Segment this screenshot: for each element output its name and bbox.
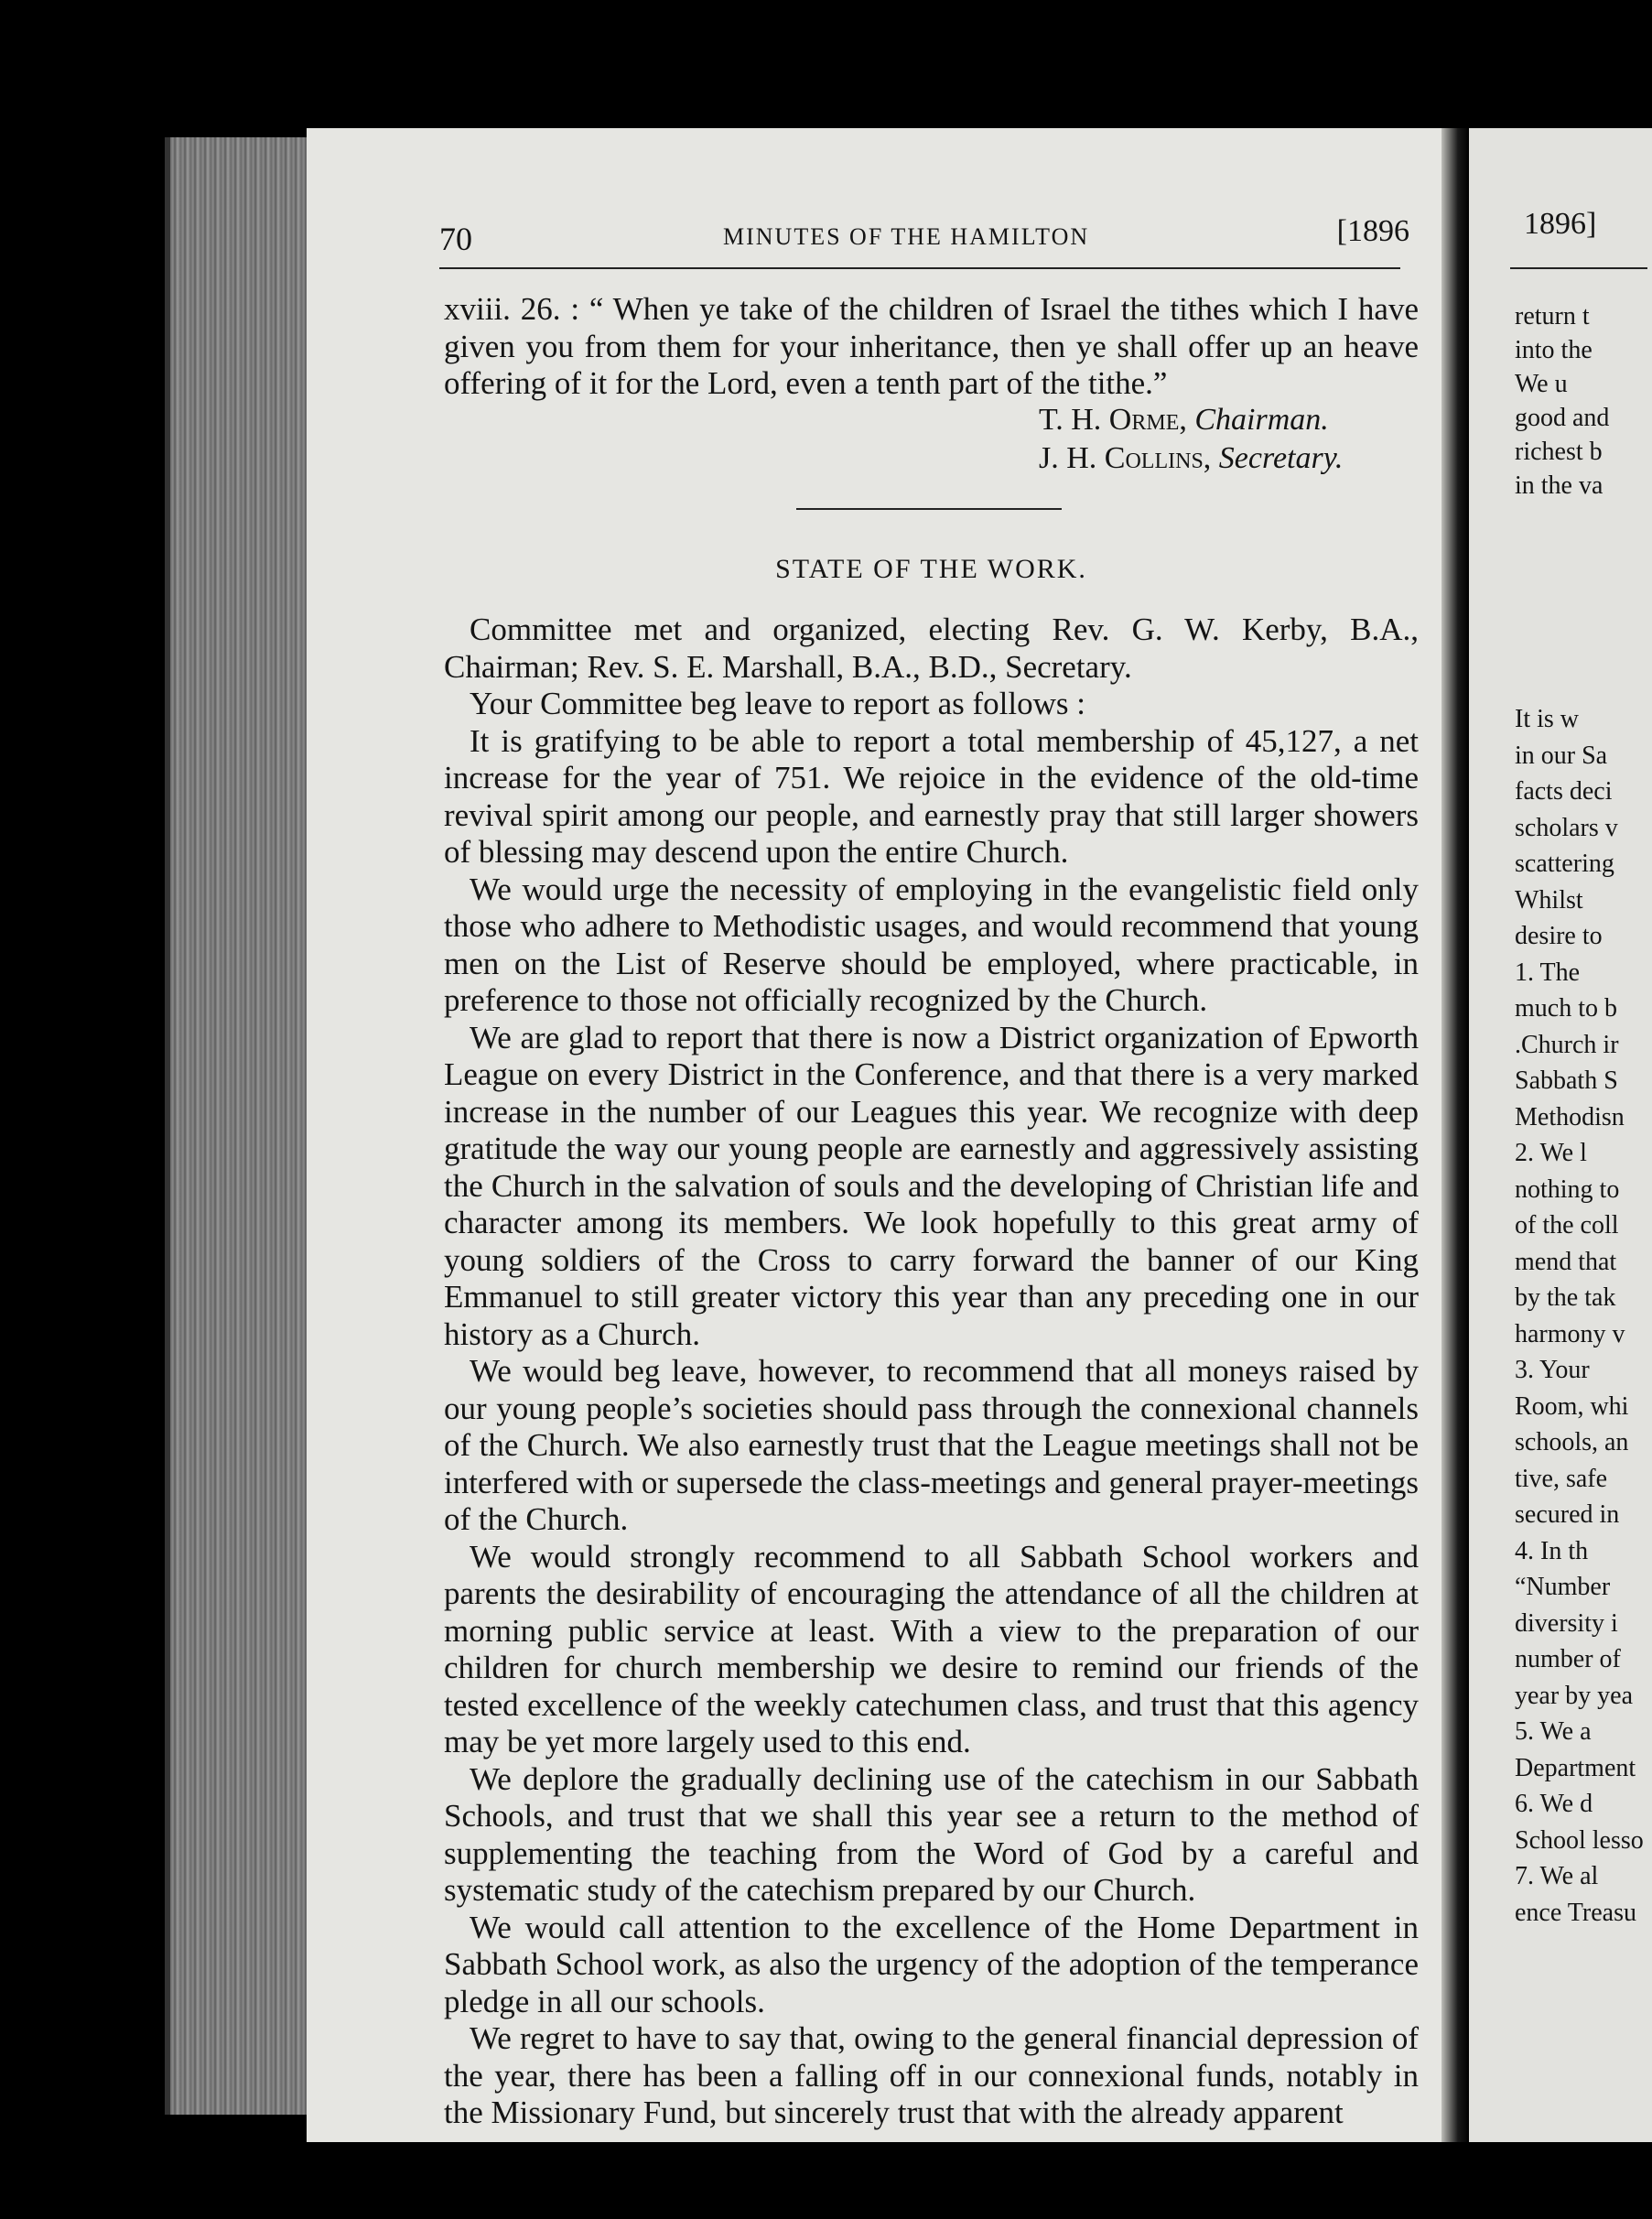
signature-name: T. H. Orme, [1039, 403, 1187, 437]
right-page-line: Sabbath S [1515, 1066, 1618, 1095]
right-page-line: 7. We al [1515, 1862, 1599, 1890]
paragraph: Committee met and organized, electing Rev. G. W. Kerby, B.A., Chairman; Rev. S. E. Marshall, B.A., B.D., Secretary. [444, 612, 1419, 685]
signature-name: J. H. Collins, [1039, 441, 1212, 475]
right-page-line: 4. In th [1515, 1536, 1589, 1565]
page-number: 70 [439, 221, 472, 257]
paragraph: We are glad to report that there is now a District organization of Epworth League on every District in the Conference, and that there is a very marked increase in the number of our Leagues this year. We recognize with deep gratitude the way our young people are earnestly and aggressively assisting the Church in the salvation of souls and the developing of Christian life and character among its members. We look hopefully to this great army of young soldiers of the Cross to carry forward the banner of our King Emmanuel to still greater victory this year than any preceding one in our history as a Church. [444, 1019, 1419, 1352]
right-page-line: scattering [1515, 850, 1614, 878]
signature-secretary [1039, 441, 1343, 476]
main-text [444, 612, 1419, 2132]
paragraph: We would beg leave, however, to recommend that all moneys raised by our young people’s societies should pass through the connexional channels of the Church. We also earnestly trust that the League meetings shall not be interfered with or supersede the class-meetings and general prayer-meetings of the Church. [444, 1353, 1419, 1537]
right-page-line: by the tak [1515, 1283, 1616, 1312]
right-page-line: Methodisn [1515, 1102, 1625, 1131]
right-page-line: desire to [1515, 922, 1603, 950]
right-page-line: number of [1515, 1645, 1621, 1673]
paragraph: We would call attention to the excellence of the Home Department in Sabbath School work, as also the urgency of the adoption of the temperance pledge in all our schools. [444, 1909, 1419, 2019]
right-page-line: Department [1515, 1753, 1636, 1782]
right-page-line: return t [1515, 302, 1590, 330]
right-page-line: ence Treasu [1515, 1898, 1636, 1927]
right-page-line: tive, safe [1515, 1464, 1608, 1493]
book-gutter [1441, 128, 1469, 2142]
right-page-line: into the [1515, 336, 1593, 364]
right-page-line: harmony v [1515, 1319, 1625, 1348]
right-header-rule [1510, 267, 1647, 269]
paragraph: We regret to have to say that, owing to the general financial depression of the year, there has been a falling off in our connexional funds, notably in the Missionary Fund, but sincerely trust that with the already apparent [444, 2020, 1419, 2130]
intro-paragraph [444, 291, 1419, 403]
right-page-line: good and [1515, 404, 1610, 432]
paragraph: We would urge the necessity of employing in the evangelistic field only those who adhere to Methodistic usages, and would recommend that young men on the List of Reserve should be employed, where practicable, in preference to those not officially recognized by the Church. [444, 871, 1419, 1018]
signature-chairman [1039, 403, 1329, 438]
right-page-line: schools, an [1515, 1428, 1629, 1456]
signature-role: Chairman. [1194, 403, 1329, 437]
right-page-line: 3. Your [1515, 1356, 1590, 1384]
section-separator [796, 508, 1062, 510]
right-page-line: Room, whi [1515, 1391, 1629, 1421]
header-year: [1896 [1336, 214, 1409, 248]
running-head: MINUTES OF THE HAMILTON [723, 223, 1090, 250]
right-page-line: “Number [1515, 1573, 1611, 1601]
intro-text: xviii. 26. : “ When ye take of the children of Israel the tithes which I have given you from them for your inheritance, then ye shall offer up an heave offering of it for the Lord, even a tenth part of the tithe.” [444, 291, 1419, 401]
section-title: STATE OF THE WORK. [775, 554, 1087, 584]
right-page-line: nothing to [1515, 1174, 1620, 1204]
right-page-line: 1. The [1515, 958, 1581, 987]
page-header [439, 214, 1428, 265]
header-rule [439, 267, 1400, 269]
right-page-line: We u [1515, 370, 1568, 398]
right-page-line: Whilst [1515, 885, 1583, 915]
right-page-line: diversity i [1515, 1608, 1618, 1638]
signature-role: Secretary. [1218, 441, 1344, 475]
book-page-edge [165, 137, 317, 2115]
right-page-line: facts deci [1515, 777, 1613, 806]
right-page-line: 2. We l [1515, 1139, 1587, 1167]
right-page-line: in our Sa [1515, 741, 1608, 770]
right-page-line: in the va [1515, 471, 1603, 500]
right-page-year: 1896] [1524, 207, 1597, 241]
right-page-line: 6. We d [1515, 1790, 1593, 1818]
paragraph: We deplore the gradually declining use of the catechism in our Sabbath Schools, and trust that we shall this year see a return to the method of supplementing the teaching from the Word of God by a careful and systematic study of the catechism prepared by our Church. [444, 1760, 1419, 1908]
right-page-line: It is w [1515, 705, 1579, 733]
paragraph: Your Committee beg leave to report as follows : [470, 686, 1085, 721]
right-page-line: of the coll [1515, 1211, 1619, 1239]
right-page-line: mend that [1515, 1247, 1617, 1276]
right-page-line: scholars v [1515, 813, 1618, 842]
paragraph: It is gratifying to be able to report a total membership of 45,127, a net increase for the year of 751. We rejoice in the evidence of the old-time revival spirit among our people, and earnestly pray that still larger showers of blessing may descend upon the entire Church. [444, 722, 1419, 870]
right-page-line: .Church ir [1515, 1030, 1619, 1059]
right-page-line: 5. We a [1515, 1717, 1592, 1746]
right-page-line: secured in [1515, 1500, 1620, 1529]
right-page-line: year by yea [1515, 1681, 1634, 1710]
paragraph: We would strongly recommend to all Sabbath School workers and parents the desirability of encouraging the attendance of all the children at morning public service at least. With a view to the preparation of our children for church membership we desire to remind our friends of the tested excellence of the weekly catechumen class, and trust that this agency may be yet more largely used to this end. [444, 1538, 1419, 1759]
right-page-line: School lesso [1515, 1825, 1644, 1855]
right-page-line: much to b [1515, 994, 1617, 1023]
right-page-line: richest b [1515, 438, 1603, 466]
